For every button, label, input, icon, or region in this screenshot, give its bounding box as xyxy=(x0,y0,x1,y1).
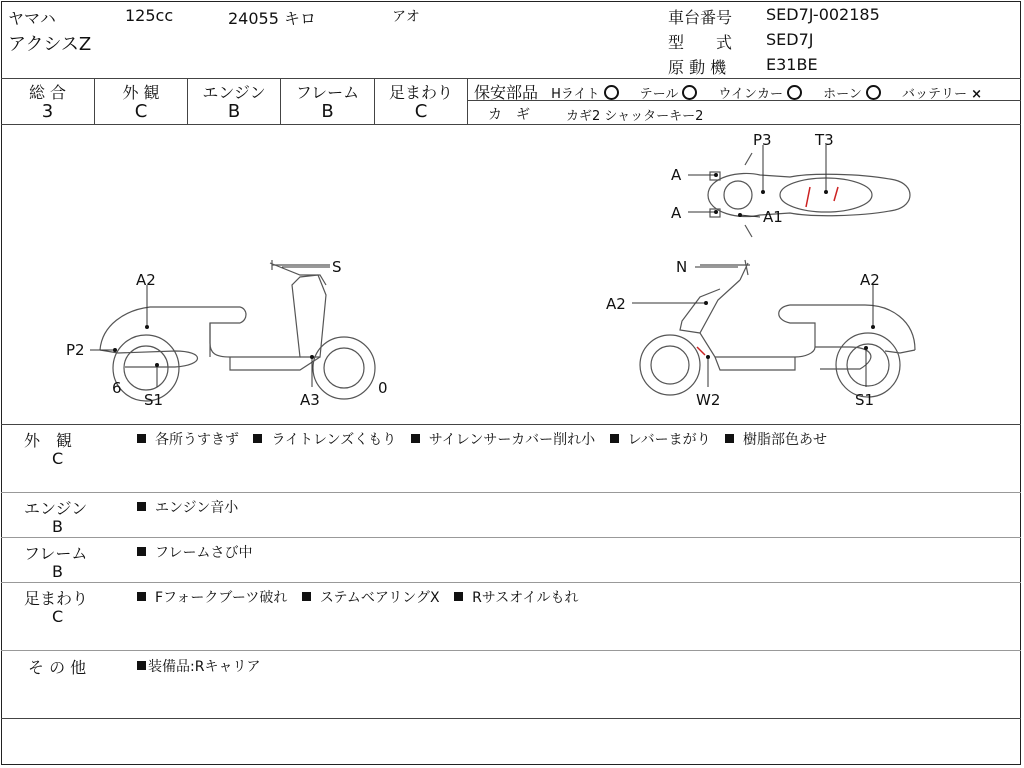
grade-header-overall: 総 合 xyxy=(28,83,67,102)
bullet-square-icon xyxy=(137,502,146,511)
type-value: SED7J xyxy=(766,30,814,49)
key-label: カ ギ xyxy=(488,107,530,123)
label-t3: T3 xyxy=(815,131,834,149)
grade-value-exterior: C xyxy=(134,101,148,122)
mileage: 24055 キロ xyxy=(228,9,316,28)
label-p3: P3 xyxy=(753,131,772,149)
remark-category-frame: フレーム xyxy=(24,544,88,563)
key-value: カギ2 シャッターキー2 xyxy=(566,109,704,124)
displacement: 125cc xyxy=(125,6,174,25)
label-0: 0 xyxy=(378,379,388,397)
divider xyxy=(1,537,1021,538)
label-s1-left: S1 xyxy=(144,391,164,409)
label-p2: P2 xyxy=(66,341,85,359)
grade-header-exterior: 外 観 xyxy=(122,83,160,102)
remark-category-other: そ の 他 xyxy=(28,658,87,677)
engine-value: E31BE xyxy=(766,55,818,74)
safety-item-winker: ウインカー xyxy=(718,87,802,102)
remark-category-suspension: 足まわり xyxy=(24,589,89,608)
bullet-square-icon xyxy=(253,434,262,443)
label-a-top: A xyxy=(671,166,682,184)
label-a3: A3 xyxy=(300,391,320,409)
damage-diagram xyxy=(0,125,1024,425)
bullet-square-icon xyxy=(302,592,311,601)
model-name: アクシスZ xyxy=(8,34,92,55)
remark-items-engine: エンジン音小 xyxy=(137,497,248,517)
divider xyxy=(1,492,1021,493)
bullet-square-icon xyxy=(137,434,146,443)
remark-items-exterior: 各所うすきず ライトレンズくもり サイレンサーカバー削れ小 レバーまがり 樹脂部色あせ xyxy=(137,429,837,449)
safety-parts-row xyxy=(474,80,982,103)
safety-label: 保安部品 xyxy=(474,83,539,102)
label-a1: A1 xyxy=(763,208,783,226)
ok-circle-icon xyxy=(787,85,802,100)
safety-item-horn: ホーン xyxy=(823,87,881,102)
ng-cross-icon: × xyxy=(971,87,983,102)
engine-label: 原 動 機 xyxy=(668,58,727,77)
divider xyxy=(1,650,1021,651)
chassis-label: 車台番号 xyxy=(668,8,733,27)
safety-item-headlight: Hライト xyxy=(551,87,618,102)
grade-value-engine: B xyxy=(227,101,241,122)
grade-header-suspension: 足まわり xyxy=(388,83,453,102)
safety-item-tail: テール xyxy=(640,87,698,102)
ok-circle-icon xyxy=(866,85,881,100)
chassis-value: SED7J-002185 xyxy=(766,5,880,24)
bullet-square-icon xyxy=(137,547,146,556)
grade-value-overall: 3 xyxy=(41,101,54,122)
label-a2-left: A2 xyxy=(136,271,156,289)
label-n: N xyxy=(676,258,688,276)
leader-dots xyxy=(113,173,875,367)
label-s1-right: S1 xyxy=(855,391,875,409)
remark-grade-frame: B xyxy=(52,562,63,581)
bullet-square-icon xyxy=(725,434,734,443)
ok-circle-icon xyxy=(682,85,697,100)
label-w2: W2 xyxy=(696,391,721,409)
divider xyxy=(1,424,1021,425)
safety-item-battery: バッテリー × xyxy=(902,87,983,102)
maker: ヤマハ xyxy=(8,9,56,28)
remark-items-other: 装備品:Rキャリア xyxy=(137,656,270,676)
bullet-square-icon xyxy=(137,661,146,670)
divider xyxy=(467,78,468,124)
divider xyxy=(1,78,1021,79)
grade-header-frame: フレーム xyxy=(295,83,360,102)
remark-grade-exterior: C xyxy=(52,449,64,468)
remark-items-frame: フレームさび中 xyxy=(137,542,262,562)
label-6: 6 xyxy=(112,379,122,397)
label-a2-right: A2 xyxy=(860,271,880,289)
grade-header-engine: エンジン xyxy=(202,83,266,102)
remark-grade-engine: B xyxy=(52,517,63,536)
bullet-square-icon xyxy=(411,434,420,443)
bullet-square-icon xyxy=(137,592,146,601)
label-a2-mid: A2 xyxy=(606,295,626,313)
grade-value-frame: B xyxy=(321,101,334,122)
remark-category-engine: エンジン xyxy=(24,499,88,518)
divider xyxy=(1,582,1021,583)
leader-lines xyxy=(90,145,873,387)
divider xyxy=(1,718,1021,719)
type-label: 型 式 xyxy=(668,33,733,52)
label-a-bottom: A xyxy=(671,204,682,222)
remark-category-exterior: 外 観 xyxy=(24,431,73,450)
color: アオ xyxy=(392,9,420,25)
bullet-square-icon xyxy=(610,434,619,443)
remark-items-suspension: Fフォークブーツ破れ ステムベアリングX Rサスオイルもれ xyxy=(137,587,589,607)
remark-grade-suspension: C xyxy=(52,607,64,626)
label-s: S xyxy=(332,258,342,276)
ok-circle-icon xyxy=(604,85,619,100)
bullet-square-icon xyxy=(454,592,463,601)
grade-value-suspension: C xyxy=(414,101,428,122)
